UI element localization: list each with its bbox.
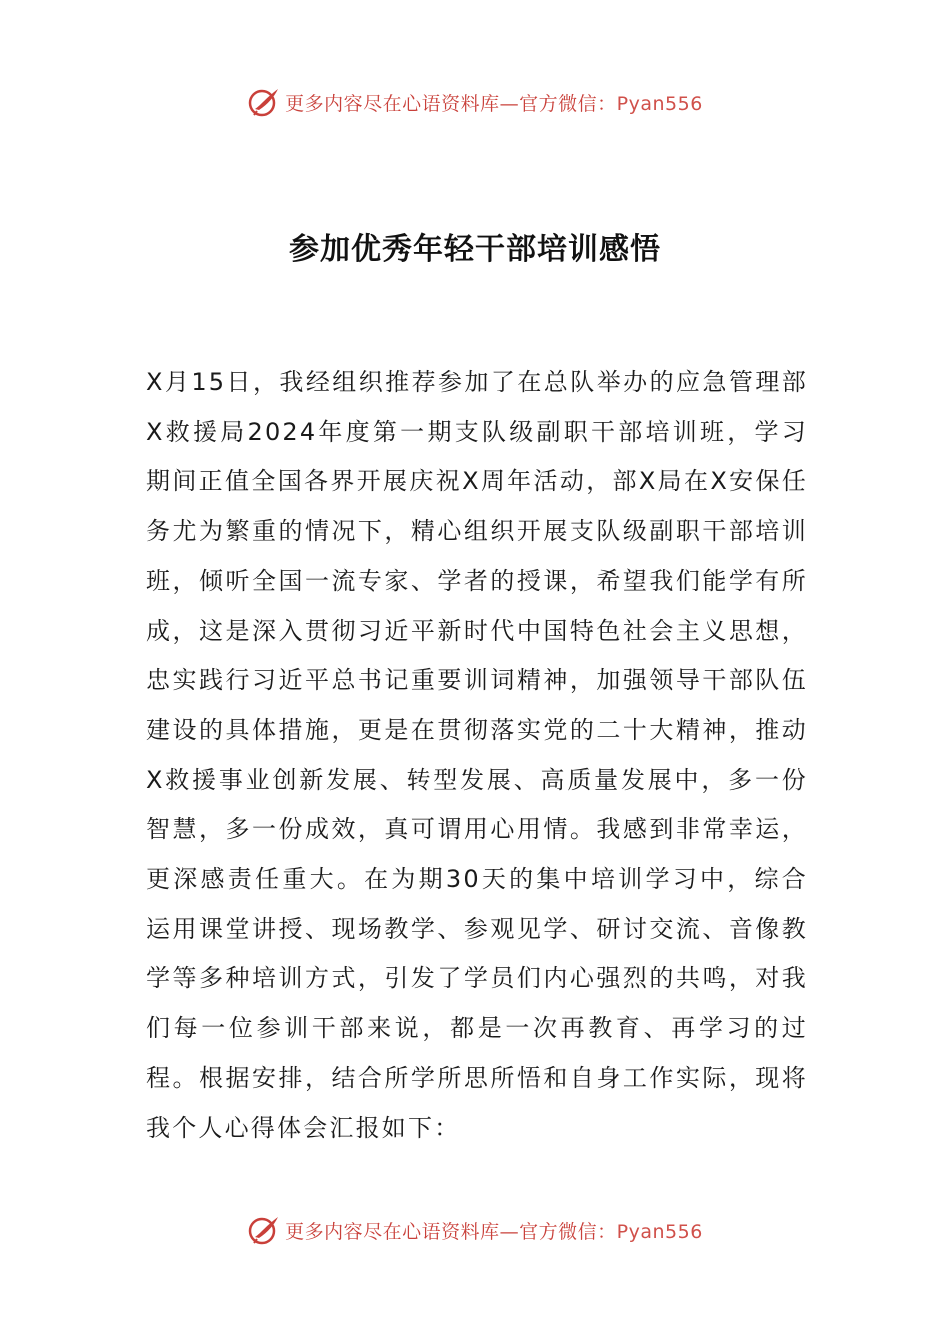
wechat-id: Pyan556	[616, 1220, 703, 1243]
header-watermark	[0, 82, 950, 122]
wechat-id: Pyan556	[616, 92, 703, 115]
footer-watermark	[0, 1210, 950, 1250]
watermark-text: 更多内容尽在心语资料库—官方微信：Pyan556	[285, 92, 703, 115]
document-title: 参加优秀年轻干部培训感悟	[289, 232, 661, 267]
watermark-text: 更多内容尽在心语资料库—官方微信：Pyan556	[285, 1220, 703, 1243]
body-paragraph: X月15日，我经组织推荐参加了在总队举办的应急管理部X救援局2024年度第一期支队级副职干部培训班，学习期间正值全国各界开展庆祝X周年活动，部X局在X安保任务尤为繁重的情况下，精心组织开展支队级副职干部培训班，倾听全国一流专家、学者的授课，希望我们能学有所成，这是深入贯彻习近平新时代中国特色社会主义思想，忠实践行习近平总书记重要训词精神，加强领导干部队伍建设的具体措施，更是在贯彻落实党的二十大精神，推动X救援事业创新发展、转型发展、高质量发展中，多一份智慧，多一份成效，真可谓用心用情。我感到非常幸运，更深感责任重大。在为期30天的集中培训学习中，综合运用课堂讲授、现场教学、参观见学、研讨交流、音像教学等多种培训方式，引发了学员们内心强烈的共鸣，对我们每一位参训干部来说，都是一次再教育、再学习的过程。根据安排，结合所学所思所悟和自身工作实际，现将我个人心得体会汇报如下：	[146, 368, 808, 1142]
quill-logo-icon	[247, 85, 281, 119]
quill-logo-icon	[247, 1213, 281, 1247]
